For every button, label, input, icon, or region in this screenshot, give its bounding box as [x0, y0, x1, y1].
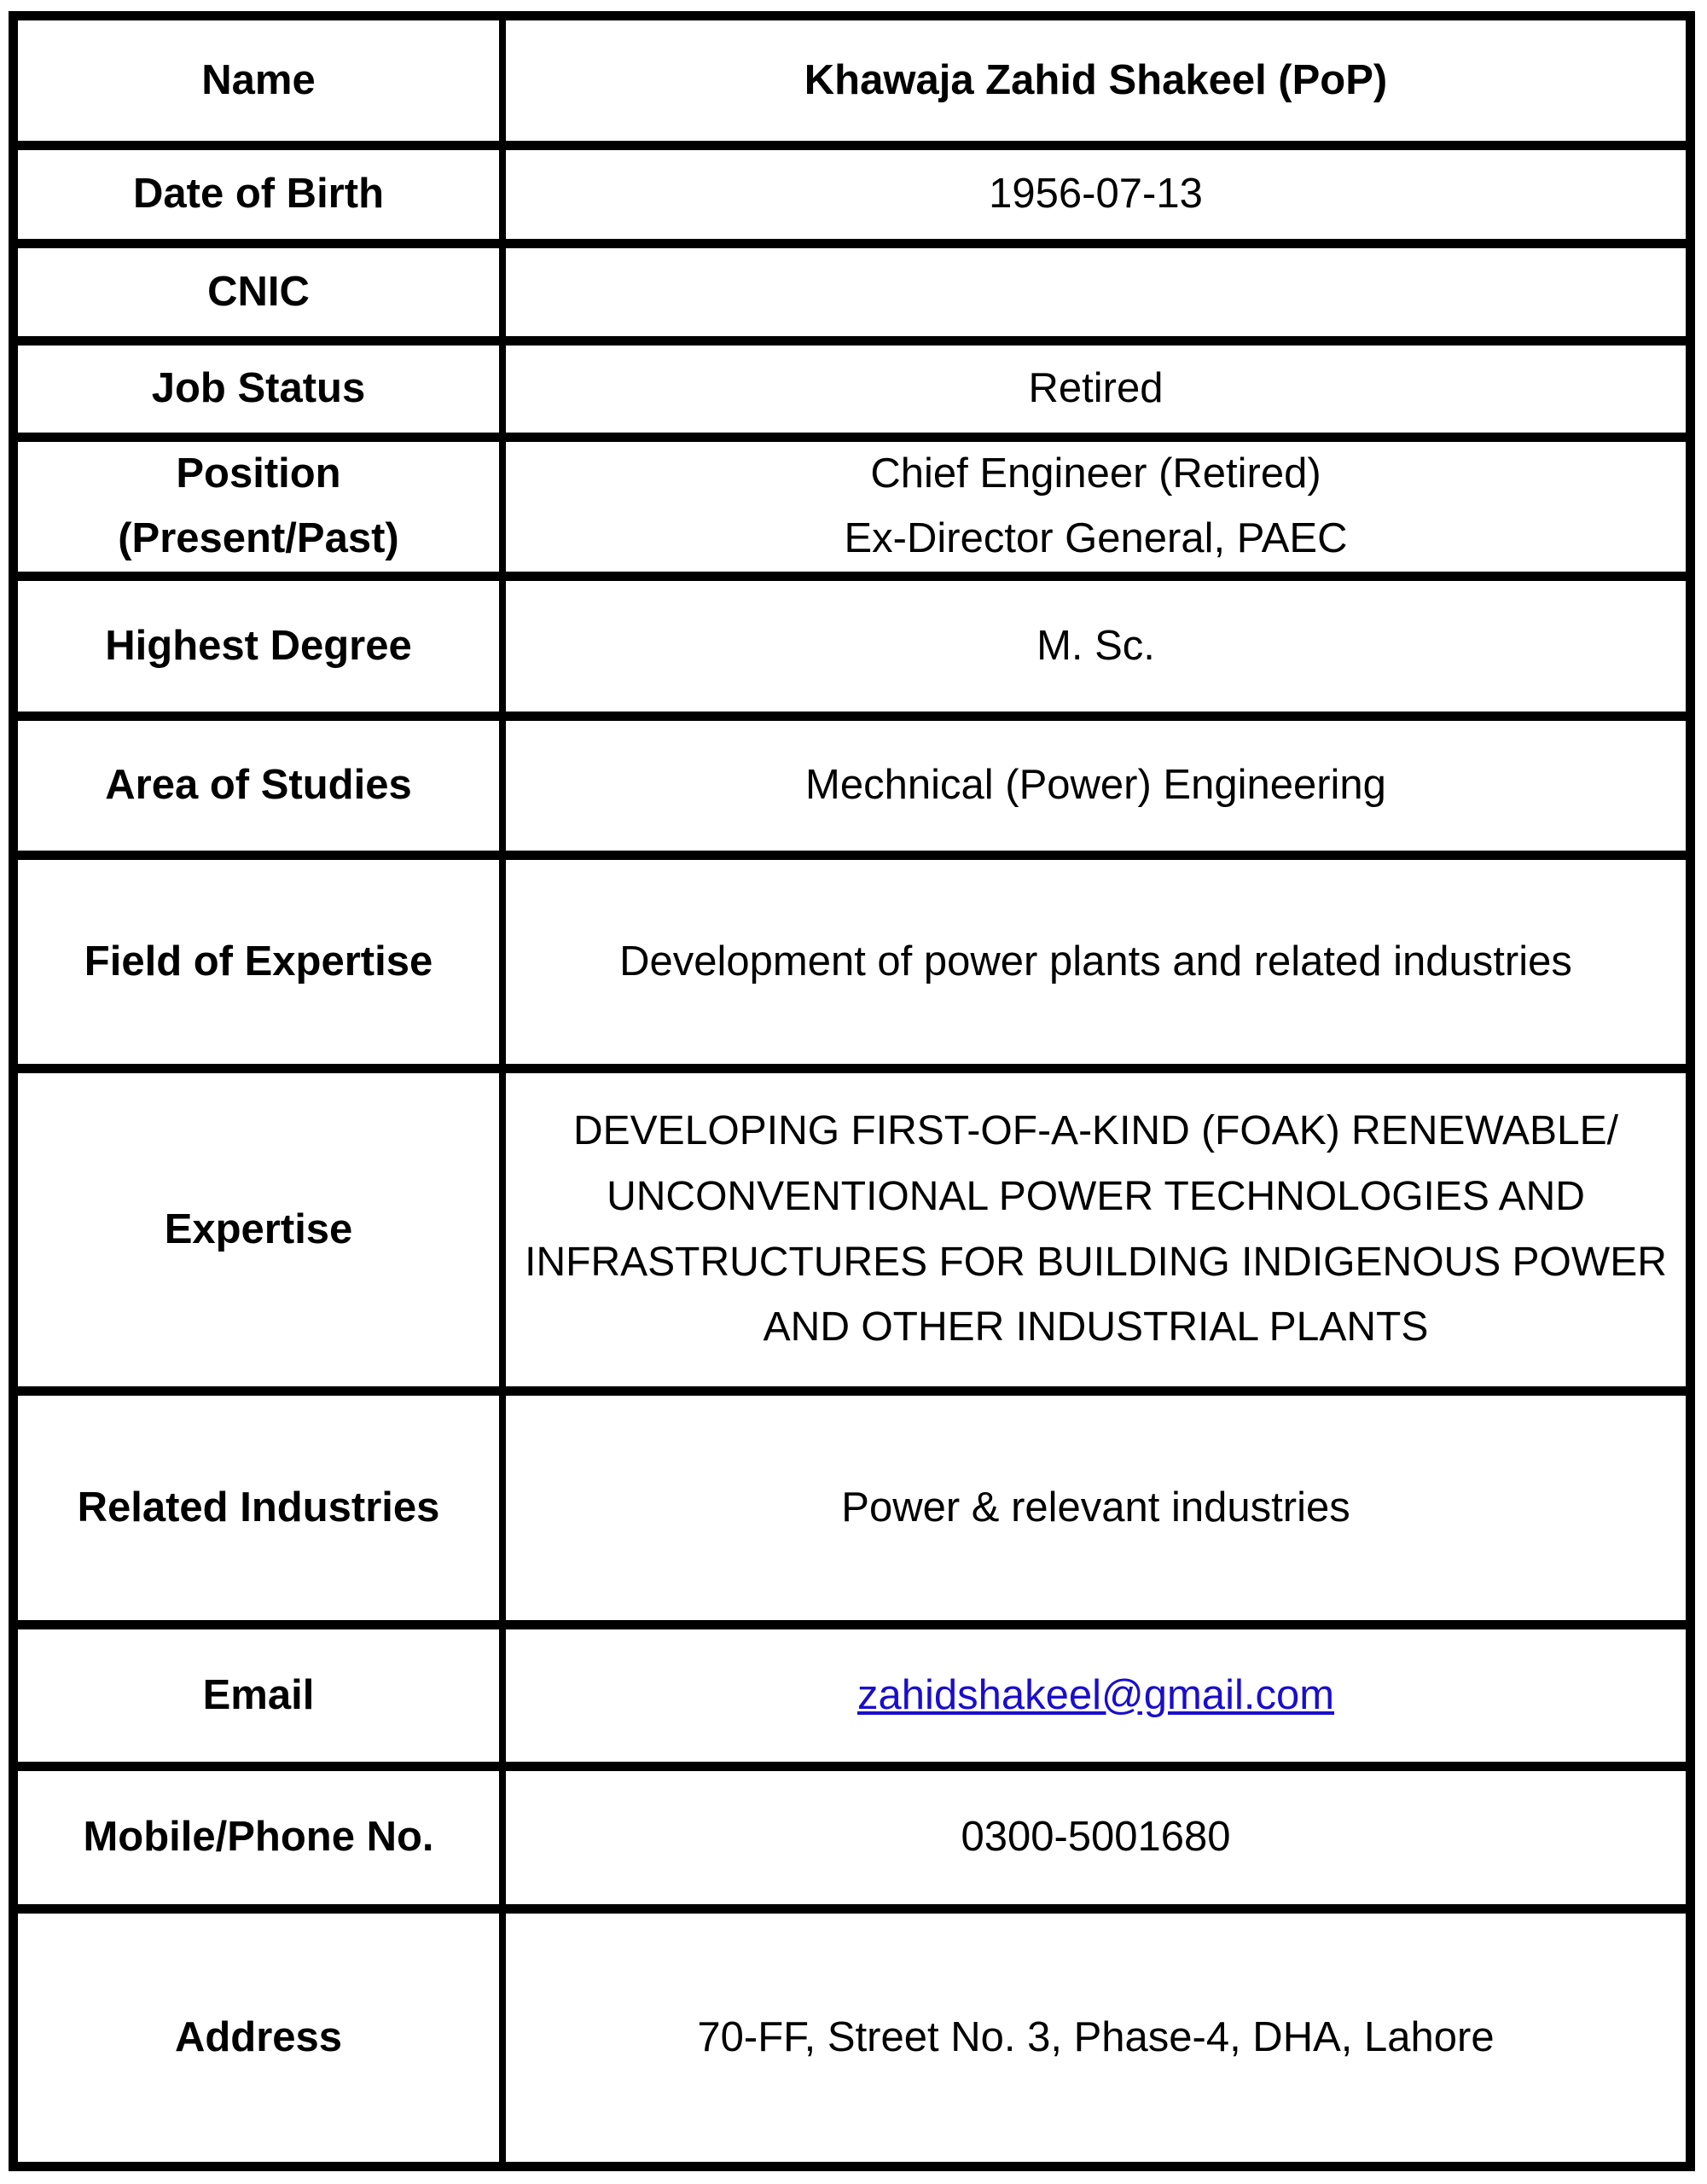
- row-address: [18, 1914, 1686, 2162]
- profile-table: [9, 11, 1695, 2171]
- label-position: [18, 442, 506, 572]
- label-highest-degree: Highest Degree: [18, 581, 506, 712]
- row-date-of-birth: [18, 150, 1686, 248]
- email-link[interactable]: zahidshakeel@gmail.com: [856, 1671, 1335, 1718]
- value-expertise-line-4: AND OTHER INDUSTRIAL PLANTS: [763, 1304, 1429, 1350]
- value-expertise: [506, 1073, 1686, 1386]
- value-email-cell: [506, 1629, 1686, 1762]
- row-related-industries: [18, 1396, 1686, 1629]
- value-related-industries: Power & relevant industries: [841, 1484, 1350, 1531]
- value-address: 70-FF, Street No. 3, Phase-4, DHA, Lahore: [697, 2013, 1495, 2060]
- value-area-of-studies: Mechnical (Power) Engineering: [805, 762, 1386, 809]
- row-field-of-expertise: [18, 860, 1686, 1073]
- value-name: Khawaja Zahid Shakeel (PoP): [804, 56, 1388, 103]
- row-expertise: [18, 1073, 1686, 1396]
- value-expertise-line-3: INFRASTRUCTURES FOR BUILDING INDIGENOUS POWER: [525, 1239, 1667, 1285]
- label-area-of-studies: Area of Studies: [18, 721, 506, 851]
- row-mobile-phone: [18, 1771, 1686, 1914]
- label-field-of-expertise: Field of Expertise: [18, 860, 506, 1064]
- label-date-of-birth: Date of Birth: [18, 150, 506, 239]
- value-expertise-line-1: DEVELOPING FIRST-OF-A-KIND (FOAK) RENEWABLE/: [572, 1107, 1619, 1153]
- row-job-status: [18, 346, 1686, 442]
- label-job-status: Job Status: [18, 346, 506, 433]
- row-position: [18, 442, 1686, 581]
- value-highest-degree: M. Sc.: [1036, 622, 1155, 669]
- label-name: Name: [18, 20, 506, 141]
- row-cnic: [18, 248, 1686, 346]
- value-job-status: Retired: [1028, 365, 1164, 412]
- value-position-line-2: Ex-Director General, PAEC: [844, 515, 1348, 561]
- label-mobile-phone: Mobile/Phone No.: [18, 1771, 506, 1904]
- row-highest-degree: [18, 581, 1686, 721]
- label-cnic: CNIC: [18, 248, 506, 336]
- row-area-of-studies: [18, 721, 1686, 860]
- value-position: [506, 442, 1686, 572]
- label-email: Email: [18, 1629, 506, 1762]
- value-position-line-1: Chief Engineer (Retired): [870, 450, 1321, 497]
- value-expertise-line-2: UNCONVENTIONAL POWER TECHNOLOGIES AND: [607, 1173, 1585, 1219]
- label-position-line-1: Position: [176, 450, 341, 497]
- value-mobile-phone: 0300-5001680: [961, 1814, 1231, 1861]
- label-expertise: Expertise: [18, 1073, 506, 1386]
- row-name: [18, 20, 1686, 150]
- value-cnic: [506, 248, 1686, 336]
- row-email: [18, 1629, 1686, 1771]
- label-position-line-2: (Present/Past): [118, 515, 399, 561]
- value-field-of-expertise: Development of power plants and related industries: [619, 938, 1572, 985]
- label-address: Address: [18, 1914, 506, 2162]
- value-date-of-birth: 1956-07-13: [989, 171, 1203, 218]
- label-related-industries: Related Industries: [18, 1396, 506, 1620]
